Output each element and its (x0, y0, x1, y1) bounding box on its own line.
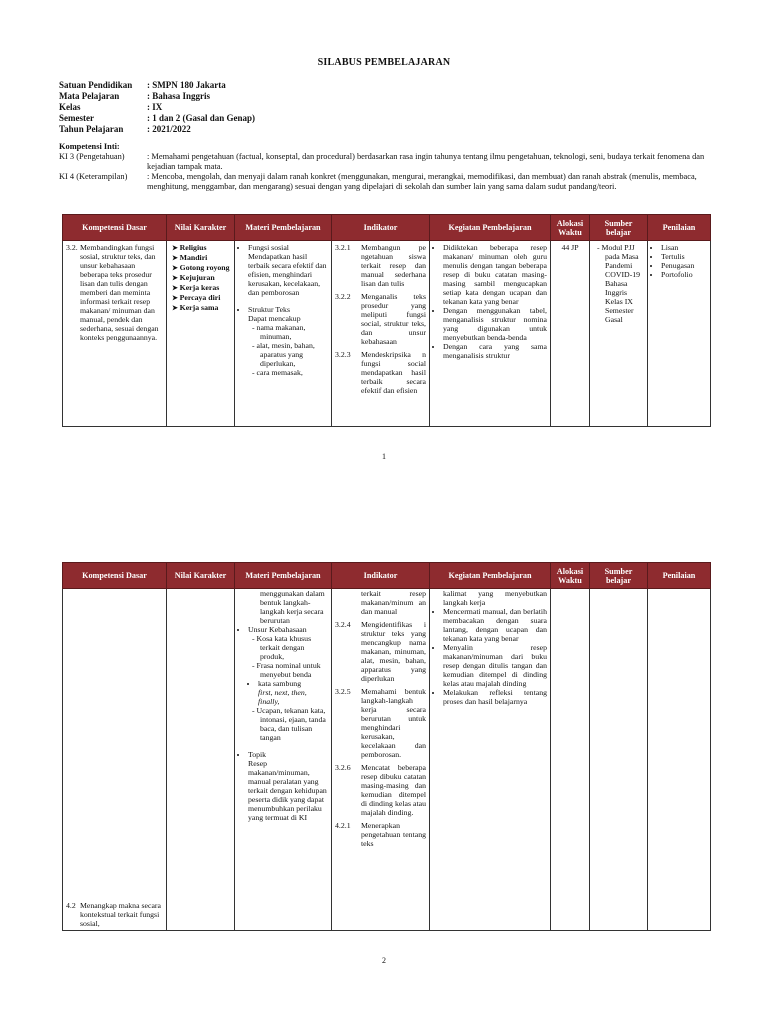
document-title: SILABUS PEMBELAJARAN (317, 57, 451, 68)
nilai-item: ➤ Religius (172, 243, 231, 253)
header-kompetensi-dasar: Kompetensi Dasar (63, 215, 167, 241)
page-number: 1 (382, 452, 386, 461)
materi-subitem: - Frasa nominal untuk menyebut benda (260, 661, 328, 679)
cell-alokasi: 44 JP (551, 241, 590, 427)
kd-number: 4.2 (66, 901, 76, 910)
ki-text: : Memahami pengetahuan (factual, konseptal, dan procedural) berdasarkan rasa ingin tahunya tentang ilmu pengetahuan, teknologi, seni, budaya terkait fenomena dan kejadian tampak mata. (147, 152, 705, 171)
kegiatan-item: • Didiktekan beberapa resep makanan/ minuman oleh guru menulis dengan tangan beberapa resep di buku catatan masing-masing sambil mengucapkan setiap kata dengan ucapan dan tekanan kata yang benar (443, 243, 547, 306)
cell-nilai-karakter (167, 589, 235, 931)
materi-subitem: - Ucapan, tekanan kata, intonasi, ejaan, tanda baca, dan tulisan tangan (260, 706, 328, 742)
header-kompetensi-dasar: Kompetensi Dasar (63, 563, 167, 589)
materi-subitem-italic: first, next, then, finally, (258, 688, 307, 706)
penilaian-item: • Penugasan (661, 261, 707, 270)
nilai-item: ➤ Kerja keras (172, 283, 231, 293)
header-alokasi: Alokasi Waktu (551, 563, 590, 589)
penilaian-item: • Lisan (661, 243, 707, 252)
indikator-text: Membangun pe ngetahuan siswa terkait resep dan manual sederhana lisan dan tulis (361, 243, 426, 288)
penilaian-item: • Tertulis (661, 252, 707, 261)
nilai-item: ➤ Gotong royong (172, 263, 231, 273)
indikator-text: Mendeskripsika n fungsi social mendapatkan hasil terbaik secara efektif dan efisien (361, 350, 426, 395)
page-2 (0, 480, 768, 1024)
cell-alokasi (551, 589, 590, 931)
meta-value: : SMPN 180 Jakarta (147, 80, 226, 90)
meta-value: : Bahasa Inggris (147, 91, 211, 101)
cell-sumber (590, 241, 648, 427)
meta-key: Tahun Pelajaran (59, 124, 124, 134)
indikator-number: 4.2.1 (335, 821, 351, 830)
header-materi: Materi Pembelajaran (235, 215, 332, 241)
materi-subitem: - nama makanan, minuman, (260, 323, 328, 341)
table-header-row (63, 215, 711, 241)
kegiatan-item: • Mencermati manual, dan berlatih membacakan dengan suara lantang, dengan ucapan dan tekanan kata yang benar (443, 607, 547, 643)
kegiatan-item: • Dengan cara yang sama menganalisis struktur (443, 342, 547, 360)
header-penilaian: Penilaian (648, 215, 711, 241)
indikator-number: 3.2.3 (335, 350, 351, 359)
indikator-text: Menerapkan pengetahuan tentang teks (361, 821, 426, 848)
materi-subitem: - Kosa kata khusus terkait dengan produk, (260, 634, 328, 661)
indikator-text: Mengidentifikas i struktur teks yang mencangkup nama makanan, minuman, alat, mesin, bahan, apparatus yang diperlukan (361, 620, 426, 683)
kegiatan-text: kalimat yang menyebutkan langkah kerja (443, 589, 547, 607)
meta-key: Kelas (59, 102, 81, 112)
page-number: 2 (382, 956, 386, 965)
indikator-number: 3.2.4 (335, 620, 351, 629)
nilai-item: ➤ Mandiri (172, 253, 231, 263)
materi-heading: • Fungsi sosial (248, 243, 328, 252)
page-1 (0, 0, 768, 480)
indikator-number: 3.2.2 (335, 292, 351, 301)
cell-penilaian (648, 589, 711, 931)
materi-subitem: kata sambung (258, 679, 302, 688)
materi-text: Dapat mencakup (248, 314, 301, 323)
kegiatan-item: • Menyalin resep makanan/minuman dari buku resep dengan ditulis tangan dan kemudian ditempel di dinding kelas atau majalah dinding (443, 643, 547, 688)
header-sumber: Sumber belajar (590, 563, 648, 589)
kegiatan-item: • Dengan menggunakan tabel, menganalisis struktur nomina yang digunakan untuk menyebutkan benda-benda (443, 306, 547, 342)
nilai-item: ➤ Kejujuran (172, 273, 231, 283)
ki-heading: Kompetensi Inti: (59, 142, 120, 151)
indikator-text: Mencatat beberapa resep dibuku catatan masing-masing dan kemudian ditempel di dinding kelas atau majalah dinding. (361, 763, 426, 817)
nilai-item: ➤ Kerja sama (172, 303, 231, 313)
table-row (63, 241, 711, 427)
indikator-number: 3.2.1 (335, 243, 351, 252)
nilai-item: ➤ Percaya diri (172, 293, 231, 303)
table-header-row (63, 563, 711, 589)
cell-sumber (590, 589, 648, 931)
header-nilai-karakter: Nilai Karakter (167, 563, 235, 589)
cell-kompetensi-dasar (63, 241, 167, 427)
cell-penilaian (648, 241, 711, 427)
materi-heading: • Unsur Kebahasaan (248, 625, 328, 634)
ki-text: : Mencoba, mengolah, dan menyaji dalam ranah konkret (menggunakan, mengurai, merangkai, memodifikasi, dan membuat) dan ranah abstrak (menulis, membaca, menghitung, menggambar, dan mengarang) sesuai dengan yang dipelajari di sekolah dan sumber lain yang sama dalam sudut pandang/teori. (147, 172, 697, 191)
meta-key: Mata Pelajaran (59, 91, 120, 101)
cell-materi (235, 241, 332, 427)
header-penilaian: Penilaian (648, 563, 711, 589)
cell-indikator (332, 589, 430, 931)
header-alokasi: Alokasi Waktu (551, 215, 590, 241)
meta-value: : 2021/2022 (147, 124, 191, 134)
kd-text: Menangkap makna secara kontekstual terkait fungsi sosial, (80, 901, 161, 928)
penilaian-item: • Portofolio (661, 270, 707, 279)
cell-kompetensi-dasar (63, 589, 167, 931)
header-materi: Materi Pembelajaran (235, 563, 332, 589)
materi-text: Resep makanan/minuman, manual peralatan yang terkait dengan kehidupan peserta didik yang dapat menumbuhkan perilaku yang termuat di KI (248, 759, 327, 822)
sumber-item: - Modul PJJ pada Masa Pandemi COVID-19 Bahasa Inggris Kelas IX Semester Gasal (605, 243, 644, 324)
materi-heading: • Topik (248, 750, 328, 759)
table-row (63, 589, 711, 931)
header-nilai-karakter: Nilai Karakter (167, 215, 235, 241)
ki-label: KI 4 (Keterampilan) (59, 172, 128, 181)
kd-number: 3.2. (66, 243, 78, 252)
indikator-number: 3.2.6 (335, 763, 351, 772)
cell-kegiatan (430, 589, 551, 931)
indikator-text: Memahami bentuk langkah-langkah kerja secara berurutan untuk menghindari kerusakan, kecelakaan dan pemborosan. (361, 687, 426, 759)
materi-text: Mendapatkan hasil terbaik secara efektif dan efisien, menghindari kerusakan, kecelakaan, dan pemborosan (248, 252, 327, 297)
kegiatan-item: • Melakukan refleksi tentang proses dan hasil belajarnya (443, 688, 547, 706)
materi-heading: • Struktur Teks (248, 305, 328, 314)
syllabus-table-page-2 (62, 562, 711, 931)
materi-subitem: - cara memasak, (260, 368, 328, 377)
header-sumber: Sumber belajar (590, 215, 648, 241)
cell-materi (235, 589, 332, 931)
header-indikator: Indikator (332, 215, 430, 241)
cell-kegiatan (430, 241, 551, 427)
indikator-number: 3.2.5 (335, 687, 351, 696)
meta-key: Satuan Pendidikan (59, 80, 133, 90)
cell-nilai-karakter (167, 241, 235, 427)
indikator-text: Menganalis teks prosedur yang meliputi fungsi social, struktur teks, dan unsur kebahasaan (361, 292, 426, 346)
meta-value: : IX (147, 102, 163, 112)
header-indikator: Indikator (332, 563, 430, 589)
meta-value: : 1 dan 2 (Gasal dan Genap) (147, 113, 256, 123)
syllabus-table-page-1 (62, 214, 711, 427)
indikator-text: terkait resep makanan/minum an dan manual (361, 589, 426, 616)
header-kegiatan: Kegiatan Pembelajaran (430, 563, 551, 589)
kompetensi-inti (59, 142, 713, 192)
meta-key: Semester (59, 113, 94, 123)
cell-indikator (332, 241, 430, 427)
ki-label: KI 3 (Pengetahuan) (59, 152, 125, 161)
kd-text: Membandingkan fungsi sosial, struktur teks, dan unsur kebahasaan beberapa teks prosedur lisan dan tulis dengan memberi dan meminta informasi terkait resep makanan/ minuman dan manual, pendek dan sederhana, sesuai dengan konteks penggunaannya. (80, 243, 159, 342)
header-kegiatan: Kegiatan Pembelajaran (430, 215, 551, 241)
materi-subitem: - alat, mesin, bahan, aparatus yang diperlukan, (260, 341, 328, 368)
identity-block (59, 80, 255, 135)
materi-text: menggunakan dalam bentuk langkah-langkah kerja secara berurutan (260, 589, 325, 625)
